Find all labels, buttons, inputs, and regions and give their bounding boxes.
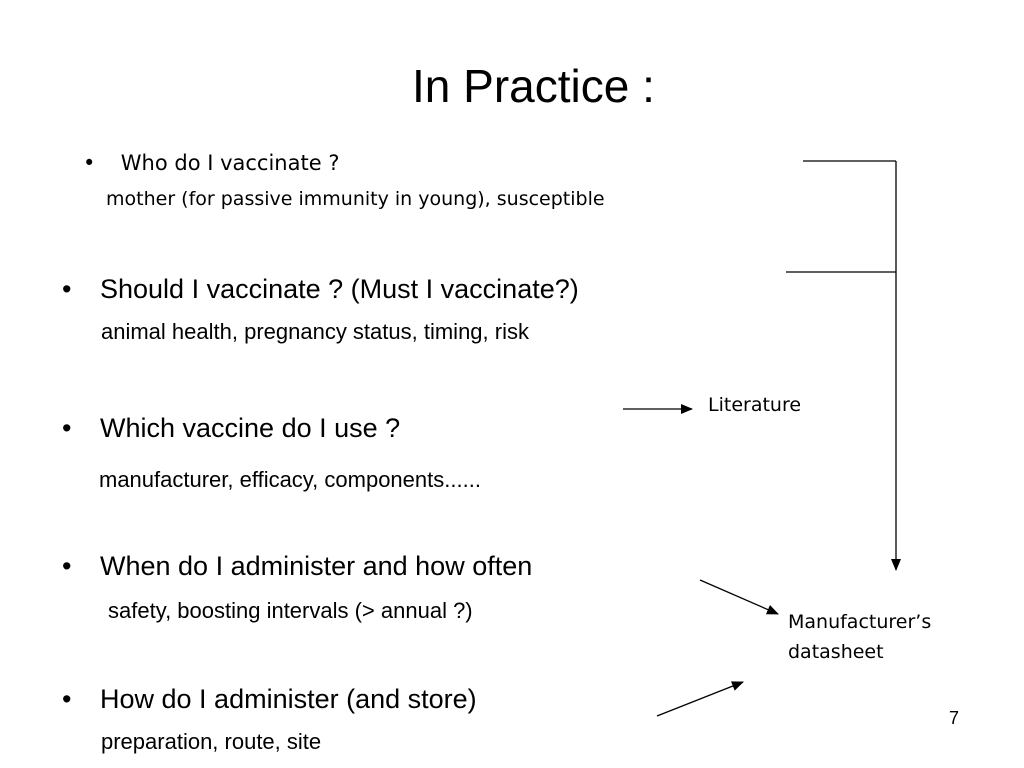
question-text: Which vaccine do I use ? (100, 413, 401, 443)
detail-should-vaccinate: animal health, pregnancy status, timing, risk (101, 319, 529, 344)
detail-how-administer: preparation, route, site (101, 729, 322, 754)
bullet: • (62, 413, 72, 443)
page-number: 7 (949, 708, 960, 728)
when-to-datasheet-arrow (700, 580, 778, 614)
bullet: • (62, 551, 72, 581)
detail-who-vaccinate: mother (for passive immunity in young), susceptible (106, 188, 605, 210)
question-text: Who do I vaccinate ? (120, 151, 340, 175)
question-text: How do I administer (and store) (100, 684, 477, 714)
datasheet-label-line2: datasheet (788, 641, 884, 663)
bullet: • (62, 274, 72, 304)
question-text: Should I vaccinate ? (Must I vaccinate?) (100, 274, 579, 304)
detail-which-vaccine: manufacturer, efficacy, components...... (99, 467, 481, 492)
datasheet-label-line1: Manufacturer’s (788, 611, 932, 633)
bullet: • (62, 684, 72, 714)
slide-title: In Practice : (412, 60, 655, 112)
detail-when-administer: safety, boosting intervals (> annual ?) (108, 598, 473, 623)
bullet: • (83, 151, 96, 175)
how-to-datasheet-arrow (657, 682, 743, 716)
literature-label: Literature (708, 394, 802, 416)
question-text: When do I administer and how often (100, 551, 533, 581)
